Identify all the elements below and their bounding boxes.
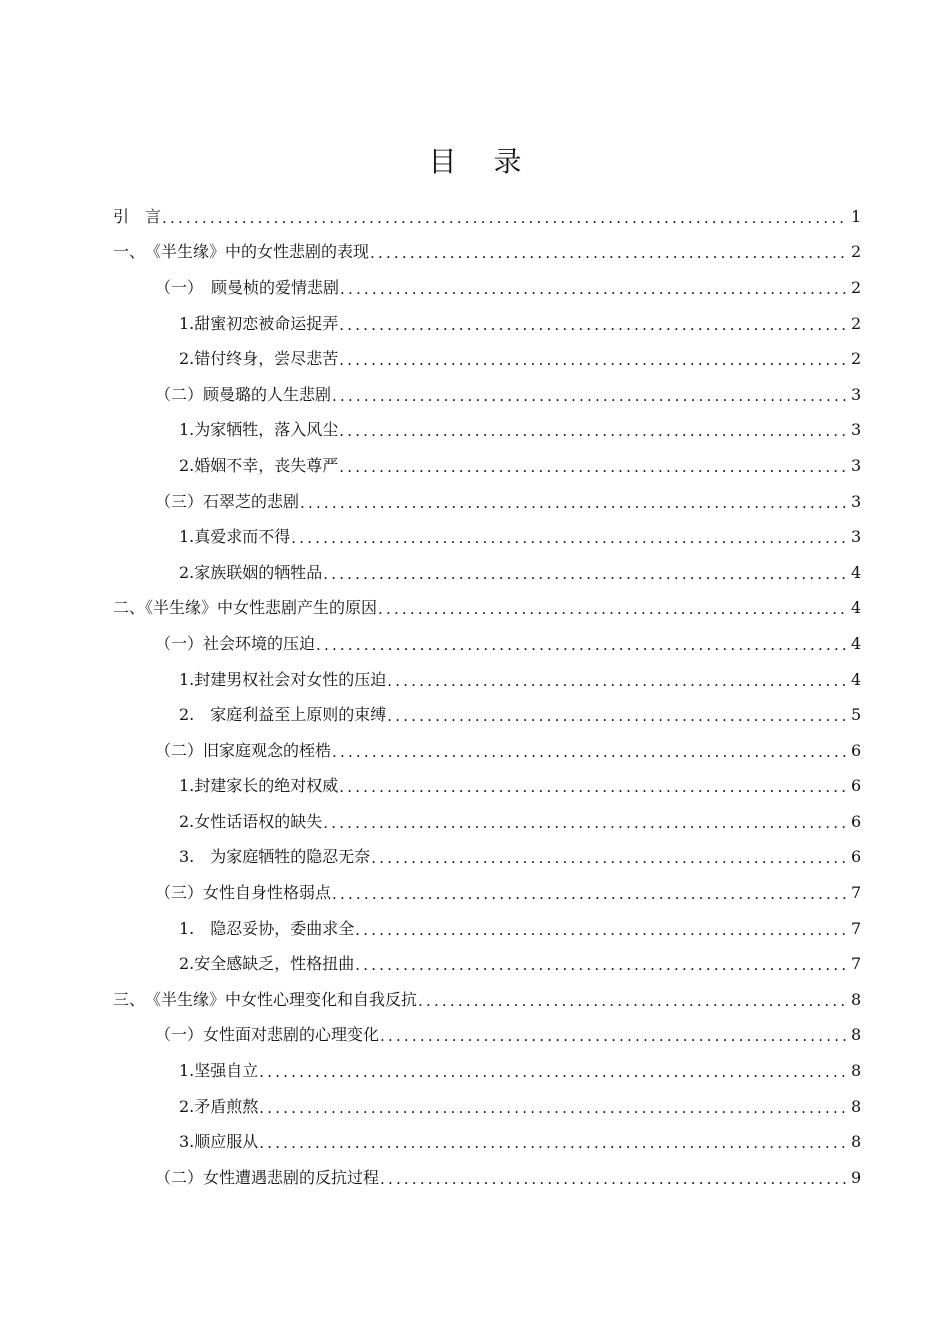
toc-dot-leader <box>162 206 848 228</box>
toc-entry-label: 引 言 <box>113 206 162 226</box>
toc-entry[interactable] <box>113 235 861 271</box>
toc-dot-leader <box>332 882 848 904</box>
toc-entry-label: （二）顾曼璐的人生悲剧 <box>155 384 332 404</box>
toc-entry-page-number: 6 <box>851 776 862 796</box>
toc-entry-page-number: 2 <box>851 313 862 333</box>
toc-entry-label: 2.安全感缺乏，性格扭曲 <box>179 954 355 974</box>
toc-entry[interactable] <box>113 697 861 733</box>
toc-entry[interactable] <box>113 733 861 769</box>
toc-entry-label: 2.矛盾煎熬 <box>179 1096 259 1116</box>
toc-entry[interactable] <box>113 840 861 876</box>
toc-entry[interactable] <box>113 1018 861 1054</box>
toc-entry[interactable] <box>113 484 861 520</box>
toc-dot-leader <box>387 669 848 691</box>
toc-entry-page-number: 7 <box>851 883 862 903</box>
toc-dot-leader <box>380 1024 848 1046</box>
toc-entry[interactable] <box>113 341 861 377</box>
toc-dot-leader <box>332 384 848 406</box>
toc-entry-page-number: 2 <box>851 277 862 297</box>
toc-dot-leader <box>316 633 848 655</box>
toc-entry-label: 一、 《半生缘》中的女性悲剧的表现 <box>113 242 370 262</box>
toc-entry[interactable] <box>113 626 861 662</box>
toc-dot-leader <box>259 1096 848 1118</box>
toc-entry[interactable] <box>113 555 861 591</box>
page-title: 目 录 <box>428 145 536 178</box>
toc-entry-label: 1.真爱求而不得 <box>179 527 291 547</box>
toc-entry[interactable] <box>113 1089 861 1125</box>
toc-entry-label: （三）石翠芝的悲剧 <box>155 491 300 511</box>
toc-dot-leader <box>355 953 848 975</box>
toc-entry-label: （二）女性遭遇悲剧的反抗过程 <box>155 1167 380 1187</box>
toc-entry-page-number: 3 <box>851 491 862 511</box>
toc-entry[interactable] <box>113 662 861 698</box>
toc-dot-leader <box>339 313 848 335</box>
toc-entry-page-number: 8 <box>851 1025 862 1045</box>
toc-entry-page-number: 4 <box>851 598 862 618</box>
toc-entry-label: 1.为家牺牲，落入风尘 <box>179 420 339 440</box>
toc-dot-leader <box>259 1131 848 1153</box>
toc-entry-label: （二）旧家庭观念的桎梏 <box>155 740 332 760</box>
toc-entry-label: 1.甜蜜初恋被命运捉弄 <box>179 313 339 333</box>
toc-entry-page-number: 2 <box>851 242 862 262</box>
table-of-contents <box>113 199 861 1196</box>
toc-entry-label: 三、 《半生缘》中女性心理变化和自我反抗 <box>113 989 418 1009</box>
toc-entry-label: 二、《半生缘》中女性悲剧产生的原因 <box>113 598 378 618</box>
toc-entry[interactable] <box>113 306 861 342</box>
toc-dot-leader <box>339 775 848 797</box>
toc-entry-page-number: 8 <box>851 1096 862 1116</box>
toc-entry-page-number: 8 <box>851 1061 862 1081</box>
toc-dot-leader <box>339 419 848 441</box>
toc-entry-label: 1.封建男权社会对女性的压迫 <box>179 669 387 689</box>
toc-entry-label: 2.家族联姻的牺牲品 <box>179 562 323 582</box>
toc-dot-leader <box>323 811 848 833</box>
toc-entry-page-number: 3 <box>851 527 862 547</box>
toc-entry-page-number: 4 <box>851 562 862 582</box>
toc-dot-leader <box>378 597 848 619</box>
toc-entry[interactable] <box>113 1160 861 1196</box>
toc-entry-page-number: 5 <box>851 705 862 725</box>
toc-entry-page-number: 6 <box>851 811 862 831</box>
toc-entry-label: 1.封建家长的绝对权威 <box>179 776 339 796</box>
toc-dot-leader <box>332 740 848 762</box>
toc-entry-page-number: 7 <box>851 954 862 974</box>
toc-entry-label: 2.婚姻不幸，丧失尊严 <box>179 455 339 475</box>
toc-entry-page-number: 4 <box>851 633 862 653</box>
toc-entry[interactable] <box>113 946 861 982</box>
toc-dot-leader <box>340 277 848 299</box>
toc-entry-label: 2.女性话语权的缺失 <box>179 811 323 831</box>
toc-entry-label: 3. 为家庭牺牲的隐忍无奈 <box>179 847 371 867</box>
toc-dot-leader <box>371 846 848 868</box>
toc-entry-label: （一）女性面对悲剧的心理变化 <box>155 1025 380 1045</box>
toc-entry-page-number: 3 <box>851 420 862 440</box>
toc-entry-label: （三）女性自身性格弱点 <box>155 883 332 903</box>
toc-entry-page-number: 7 <box>851 918 862 938</box>
toc-entry[interactable] <box>113 769 861 805</box>
toc-entry-label: （一） 顾曼桢的爱情悲剧 <box>155 277 340 297</box>
toc-dot-leader <box>380 1167 848 1189</box>
toc-dot-leader <box>323 562 848 584</box>
toc-entry[interactable] <box>113 1124 861 1160</box>
toc-dot-leader <box>418 989 848 1011</box>
toc-entry-label: 1. 隐忍妥协，委曲求全 <box>179 918 355 938</box>
toc-entry-page-number: 3 <box>851 455 862 475</box>
toc-entry-label: 2.错付终身，尝尽悲苦 <box>179 349 339 369</box>
toc-entry-page-number: 3 <box>851 384 862 404</box>
toc-entry-page-number: 6 <box>851 740 862 760</box>
toc-dot-leader <box>339 348 848 370</box>
toc-entry-page-number: 8 <box>851 989 862 1009</box>
toc-dot-leader <box>370 241 848 263</box>
toc-entry[interactable] <box>113 377 861 413</box>
toc-entry-label: （一）社会环境的压迫 <box>155 633 316 653</box>
toc-entry[interactable] <box>113 804 861 840</box>
toc-entry-label: 1.坚强自立 <box>179 1061 259 1081</box>
toc-entry-page-number: 1 <box>851 206 862 226</box>
toc-entry[interactable] <box>113 270 861 306</box>
toc-entry[interactable] <box>113 519 861 555</box>
toc-dot-leader <box>355 918 848 940</box>
toc-dot-leader <box>291 526 848 548</box>
toc-entry-label: 3.顺应服从 <box>179 1132 259 1152</box>
toc-entry[interactable] <box>113 911 861 947</box>
toc-entry[interactable] <box>113 591 861 627</box>
toc-entry[interactable] <box>113 413 861 449</box>
toc-entry[interactable] <box>113 1053 861 1089</box>
toc-dot-leader <box>300 491 848 513</box>
toc-entry[interactable] <box>113 199 861 235</box>
toc-entry[interactable] <box>113 982 861 1018</box>
toc-dot-leader <box>339 455 848 477</box>
toc-entry-page-number: 2 <box>851 349 862 369</box>
toc-entry-label: 2. 家庭利益至上原则的束缚 <box>179 705 387 725</box>
toc-entry[interactable] <box>113 875 861 911</box>
toc-entry[interactable] <box>113 448 861 484</box>
toc-dot-leader <box>259 1060 848 1082</box>
toc-entry-page-number: 9 <box>851 1167 862 1187</box>
toc-entry-page-number: 6 <box>851 847 862 867</box>
toc-entry-page-number: 8 <box>851 1132 862 1152</box>
toc-dot-leader <box>387 704 848 726</box>
toc-entry-page-number: 4 <box>851 669 862 689</box>
